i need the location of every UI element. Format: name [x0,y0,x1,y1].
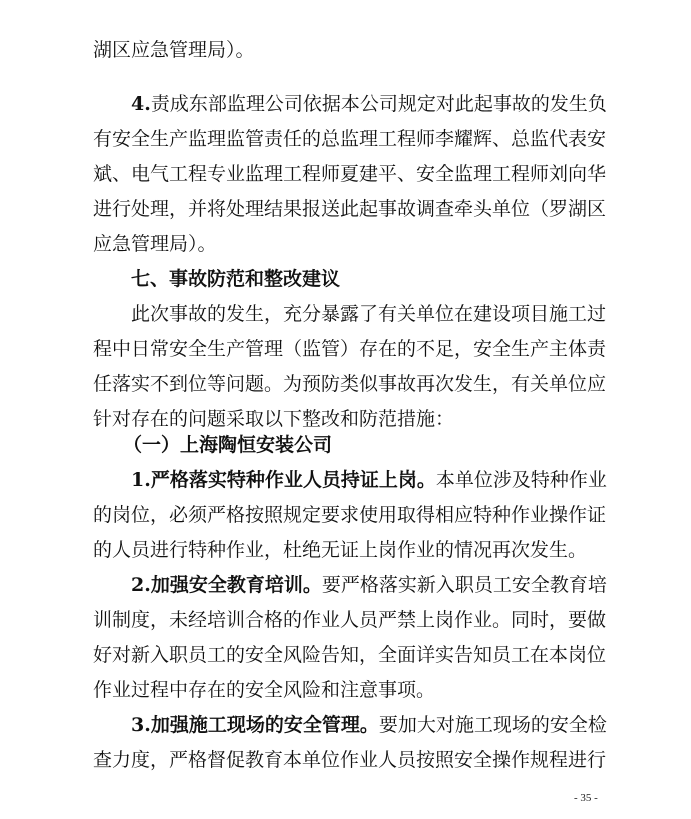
paragraph-line: 训制度，未经培训合格的作业人员严禁上岗作业。同时，要做 [93,609,607,631]
paragraph-line [131,468,605,492]
item-text: 本单位涉及特种作业 [435,469,607,491]
paragraph-line: 应急管理局）。 [93,233,217,255]
paragraph-line: 进行处理，并将处理结果报送此起事故调查牵头单位（罗湖区 [93,198,607,220]
item-heading: 1.严格落实特种作业人员持证上岗。 [131,469,436,491]
paragraph-line: 任落实不到位等问题。为预防类似事故再次发生，有关单位应 [93,373,607,395]
section-heading: 七、事故防范和整改建议 [131,268,341,290]
paragraph-line: 作业过程中存在的安全风险和注意事项。 [93,679,436,701]
paragraph-line: 湖区应急管理局）。 [93,39,255,61]
paragraph-line: 的岗位，必须严格按照规定要求使用取得相应特种作业操作证 [93,504,607,526]
item-text: 要加大对施工现场的安全检 [378,714,607,736]
item-heading: 3.加强施工现场的安全管理。 [131,714,379,736]
paragraph-line [131,573,605,597]
list-number: 4. [131,93,151,115]
list-text: 责成东部监理公司依据本公司规定对此起事故的发生负 [150,93,607,115]
paragraph-line: 查力度，严格督促教育本单位作业人员按照安全操作规程进行 [93,749,607,771]
item-text: 要严格落实新入职员工安全教育培 [321,574,607,596]
item-heading: 2.加强安全教育培训。 [131,574,322,596]
paragraph-line: 的人员进行特种作业，杜绝无证上岗作业的情况再次发生。 [93,539,588,561]
paragraph-line [131,92,605,116]
paragraph-line: 程中日常安全生产管理（监管）存在的不足，安全生产主体责 [93,338,607,360]
paragraph-line: 针对存在的问题采取以下整改和防范措施： [93,408,455,430]
paragraph-line: 斌、电气工程专业监理工程师夏建平、安全监理工程师刘向华 [93,163,607,185]
page-number: - 35 - [574,792,598,804]
paragraph-line [131,713,605,737]
paragraph-line: 此次事故的发生，充分暴露了有关单位在建设项目施工过 [131,303,607,325]
subsection-heading: （一）上海陶恒安装公司 [123,434,333,456]
paragraph-line: 有安全生产监理监管责任的总监理工程师李耀辉、总监代表安 [93,128,607,150]
paragraph-line: 好对新入职员工的安全风险告知，全面详实告知员工在本岗位 [93,644,607,666]
